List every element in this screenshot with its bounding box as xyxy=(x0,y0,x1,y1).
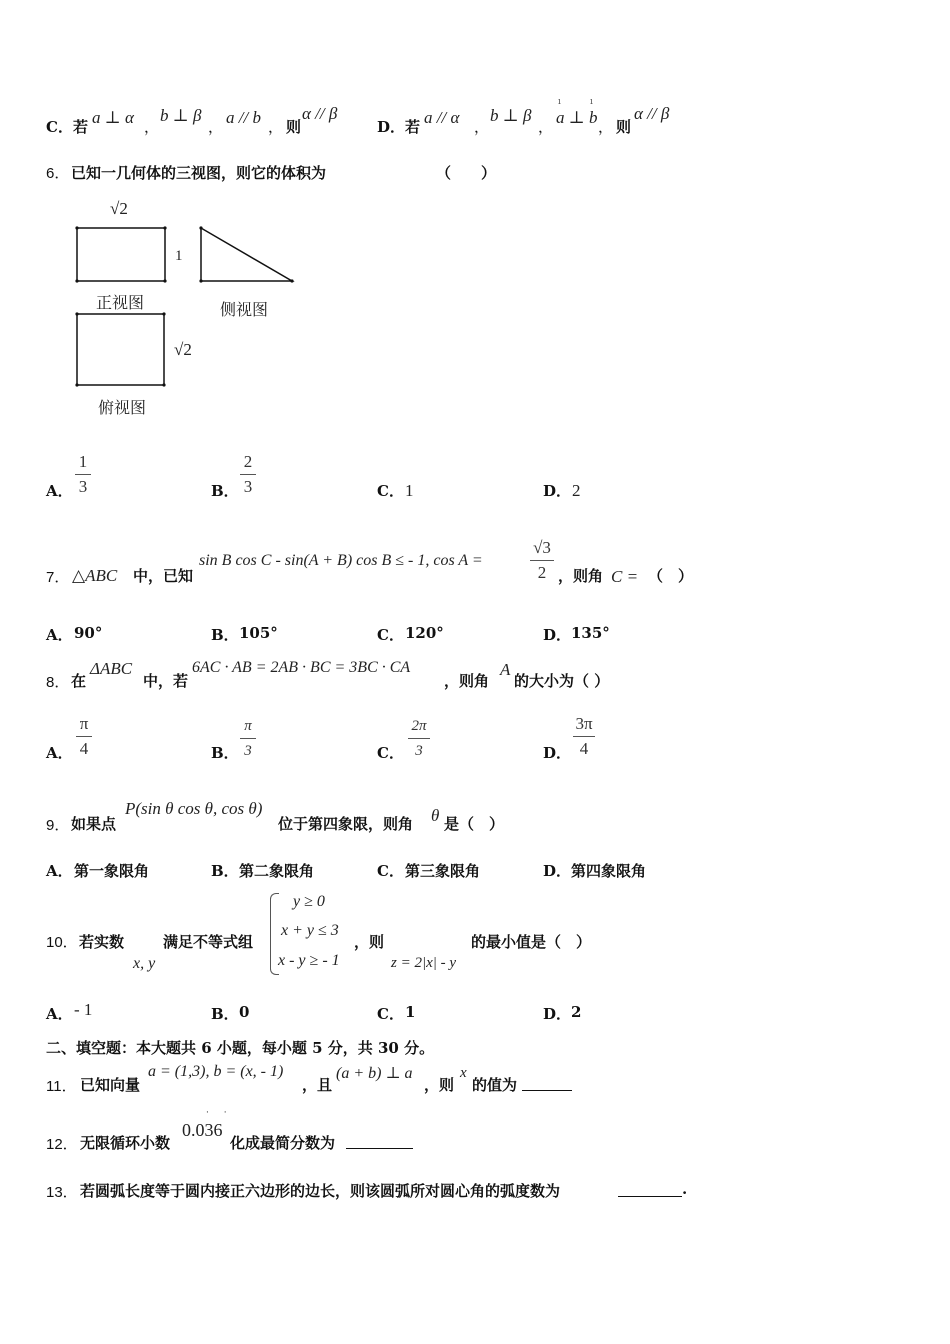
option-a-label: A． xyxy=(46,1005,73,1023)
q8-mid: 中，若 xyxy=(143,672,189,690)
comma: ， xyxy=(538,118,554,136)
option-a-fraction: π 4 xyxy=(76,714,92,759)
q10-expression: z = 2|x| - y xyxy=(391,955,457,971)
option-b-label: B． xyxy=(211,482,239,500)
option-a-value: 第一象限角 xyxy=(74,862,150,880)
option-a-fraction: 1 3 xyxy=(75,452,91,497)
question-number: 9． xyxy=(46,817,70,834)
option-a-value: - 1 xyxy=(74,1000,93,1019)
q5-d-expr1: a // α xyxy=(424,108,460,127)
q9-mid: 位于第四象限，则角 xyxy=(278,815,414,833)
q12-end: 化成最简分数为 xyxy=(230,1134,336,1152)
vector-arrow-mark: ı xyxy=(558,97,561,107)
question-number: 7． xyxy=(46,569,70,586)
front-view-label: 正视图 xyxy=(96,293,145,312)
option-d-value: 2 xyxy=(572,481,581,500)
q10-inequality-3: x - y ≥ - 1 xyxy=(278,952,340,969)
side-view-triangle xyxy=(201,228,292,281)
option-b-label: B． xyxy=(211,626,239,644)
q11-pre: 已知向量 xyxy=(80,1076,141,1094)
side-view-label: 侧视图 xyxy=(220,300,269,319)
option-b-fraction: π 3 xyxy=(240,716,256,761)
q11-var: x xyxy=(460,1065,467,1081)
option-c-label: C． xyxy=(377,1005,404,1023)
front-view-rect xyxy=(77,228,165,281)
q8-end: 的大小为（ ） xyxy=(514,672,610,690)
q5-c-expr1: a ⊥ α xyxy=(92,108,134,127)
comma: ， xyxy=(598,118,614,136)
q13-end: . xyxy=(682,1180,688,1198)
q10-vars: x, y xyxy=(133,955,156,972)
q6-stem: 已知一几何体的三视图，则它的体积为 xyxy=(71,164,327,182)
option-c-fraction: 2π 3 xyxy=(408,716,430,761)
option-a-label: A． xyxy=(46,482,73,500)
q5-c-then: 则 xyxy=(286,118,302,136)
q7-triangle: △ABC xyxy=(72,566,118,585)
q7-stem: 中，已知 xyxy=(133,567,194,585)
option-d-label: D． xyxy=(543,744,572,762)
q10-after: ，则 xyxy=(354,933,385,951)
top-view-rect xyxy=(77,314,164,385)
vector-arrow-mark: ı xyxy=(590,97,593,107)
q11-end: 的值为 xyxy=(472,1076,518,1094)
option-c-label: C． xyxy=(377,862,404,880)
q11-condition: (a + b) ⊥ a xyxy=(336,1065,413,1082)
q8-pre: 在 xyxy=(71,672,87,690)
q7-after: ，则角 xyxy=(558,567,604,585)
option-d-value: 2 xyxy=(571,1003,582,1021)
front-view-height-label: 1 xyxy=(175,248,183,264)
section-title: 二、填空题：本大题共 6 小题，每小题 5 分，共 30 分。 xyxy=(46,1039,435,1057)
answer-paren: （ ） xyxy=(648,567,694,585)
option-a-label: A． xyxy=(46,626,73,644)
q10-inequality-2: x + y ≤ 3 xyxy=(281,922,339,939)
q11-vectors: a = (1,3), b = (x, - 1) xyxy=(148,1063,284,1080)
question-number: 11． xyxy=(46,1078,77,1095)
q7-condition: sin B cos C - sin(A + B) cos B ≤ - 1, cos A = xyxy=(199,552,483,569)
option-c-value: 1 xyxy=(405,1003,416,1021)
answer-blank[interactable] xyxy=(618,1182,682,1197)
q8-var: A xyxy=(500,660,511,679)
option-c-label: C． xyxy=(377,626,404,644)
q5-d-then: 则 xyxy=(616,118,632,136)
top-view-side-label: √2 xyxy=(174,340,192,359)
q5-d-expr3: a ⊥ b xyxy=(556,108,598,127)
q8-triangle: ΔABC xyxy=(90,659,133,678)
q10-end: 的最小值是（ ） xyxy=(471,933,592,951)
q7-target: C = xyxy=(611,567,639,586)
q8-condition: 6AC · AB = 2AB · BC = 3BC · CA xyxy=(192,659,411,676)
option-b-fraction: 2 3 xyxy=(240,452,256,497)
comma: ， xyxy=(208,118,224,136)
question-number: 6． xyxy=(46,165,70,182)
answer-blank[interactable] xyxy=(522,1076,572,1091)
q5-d-expr2: b ⊥ β xyxy=(490,106,532,125)
q10-inequality-1: y ≥ 0 xyxy=(293,893,325,910)
q10-mid: 满足不等式组 xyxy=(163,933,254,951)
option-d-label: D． xyxy=(543,862,572,880)
answer-blank[interactable] xyxy=(346,1134,413,1149)
option-b-value: 105° xyxy=(239,624,278,642)
option-b-label: B． xyxy=(211,862,239,880)
q5-c-expr2: b ⊥ β xyxy=(160,106,202,125)
comma: ， xyxy=(268,118,284,136)
question-number: 12． xyxy=(46,1136,78,1153)
top-view-label: 俯视图 xyxy=(98,398,147,417)
option-c-value: 1 xyxy=(405,481,414,500)
option-d-label: D． xyxy=(543,482,572,500)
q9-pre: 如果点 xyxy=(71,815,117,833)
q5-c-expr3: a // b xyxy=(226,108,261,127)
option-c-value: 第三象限角 xyxy=(405,862,481,880)
front-view-width-label: √2 xyxy=(110,199,128,218)
q5-option-c-label: C．若 xyxy=(46,118,88,136)
comma: ， xyxy=(474,118,490,136)
answer-paren: （ ） xyxy=(436,164,497,182)
q10-pre: 若实数 xyxy=(79,933,125,951)
q8-after: ，则角 xyxy=(444,672,490,690)
option-c-label: C． xyxy=(377,744,404,762)
q5-d-conclusion: α // β xyxy=(634,104,670,123)
question-number: 10． xyxy=(46,934,78,951)
question-number: 8． xyxy=(46,674,70,691)
q9-point: P(sin θ cos θ, cos θ) xyxy=(125,799,263,818)
option-a-label: A． xyxy=(46,744,73,762)
option-d-value: 第四象限角 xyxy=(571,862,647,880)
q12-decimal: 0.036 xyxy=(182,1120,223,1140)
option-b-value: 第二象限角 xyxy=(239,862,315,880)
option-d-value: 135° xyxy=(571,624,610,642)
option-a-label: A． xyxy=(46,862,73,880)
q9-end: 是（ ） xyxy=(444,815,505,833)
q11-mid: ，且 xyxy=(302,1076,333,1094)
option-b-label: B． xyxy=(211,744,239,762)
option-b-value: 0 xyxy=(239,1003,250,1021)
option-d-label: D． xyxy=(543,1005,572,1023)
option-a-value: 90° xyxy=(74,624,103,642)
q5-option-d-label: D．若 xyxy=(377,118,421,136)
comma: ， xyxy=(144,118,160,136)
q12-pre: 无限循环小数 xyxy=(80,1134,171,1152)
option-d-fraction: 3π 4 xyxy=(573,714,595,759)
option-c-value: 120° xyxy=(405,624,444,642)
q9-var: θ xyxy=(431,806,440,825)
option-b-label: B． xyxy=(211,1005,239,1023)
option-c-label: C． xyxy=(377,482,404,500)
q11-after: ，则 xyxy=(424,1076,455,1094)
option-d-label: D． xyxy=(543,626,572,644)
q5-c-conclusion: α // β xyxy=(302,104,338,123)
question-number: 13． xyxy=(46,1184,78,1201)
repeating-dots: · · xyxy=(206,1108,233,1118)
q13-text: 若圆弧长度等于圆内接正六边形的边长，则该圆弧所对圆心角的弧度数为 xyxy=(80,1182,561,1200)
q7-cos-fraction: √3 2 xyxy=(530,538,554,583)
